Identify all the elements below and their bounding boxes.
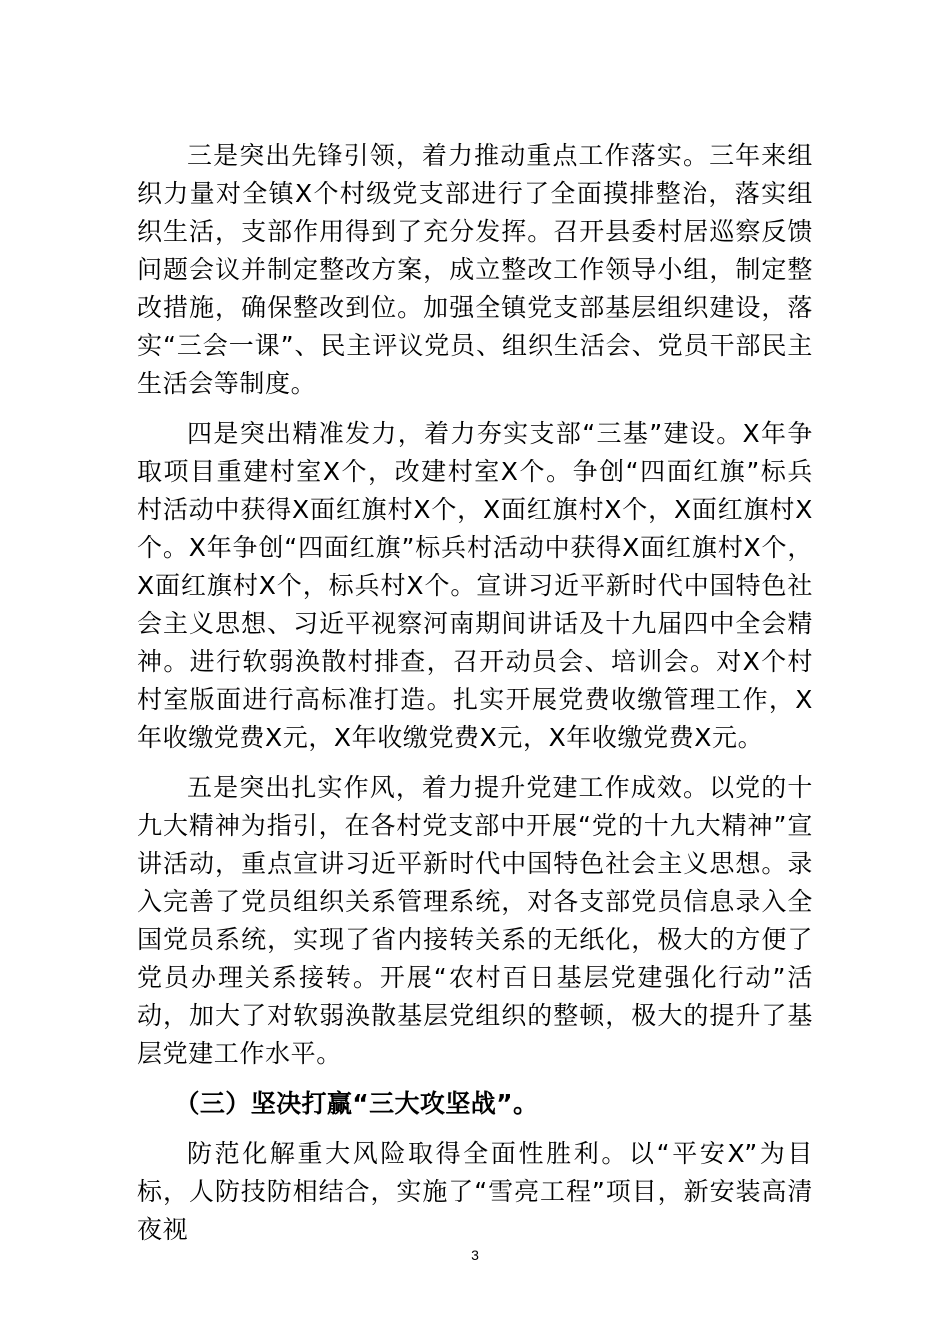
paragraph-2: 四是突出精准发力，着力夯实支部“三基”建设。X年争取项目重建村室X个，改建村室X个。争创“四面红旗”标兵村活动中获得X面红旗村X个，X面红旗村X个，X面红旗村X个。X年争创“四面红旗”标兵村活动中获得X面红旗村X个，X面红旗村X个，标兵村X个。宣讲习近平新时代中国特色社会主义思想、习近平视察河南期间讲话及十九届四中全会精神。进行软弱涣散村排查，召开动员会、培训会。对X个村村室版面进行高标准打造。扎实开展党费收缴管理工作，X年收缴党费X元，X年收缴党费X元，X年收缴党费X元。: [137, 419, 813, 752]
paragraph-4: 防范化解重大风险取得全面性胜利。以“平安X”为目标，人防技防相结合，实施了“雪亮工程”项目，新安装高清夜视: [137, 1139, 813, 1244]
page-number: 3: [471, 1247, 479, 1263]
document-page: [137, 137, 813, 1261]
section-heading: （三）坚决打赢“三大攻坚战”。: [174, 1089, 539, 1118]
paragraph-1: 三是突出先锋引领，着力推动重点工作落实。三年来组织力量对全镇X个村级党支部进行了全面摸排整治，落实组织生活，支部作用得到了充分发挥。召开县委村居巡察反馈问题会议并制定整改方案，成立整改工作领导小组，制定整改措施，确保整改到位。加强全镇党支部基层组织建设，落实“三会一课”、民主评议党员、组织生活会、党员干部民主生活会等制度。: [137, 141, 813, 398]
paragraph-3: 五是突出扎实作风，着力提升党建工作成效。以党的十九大精神为指引，在各村党支部中开展“党的十九大精神”宣讲活动，重点宣讲习近平新时代中国特色社会主义思想。录入完善了党员组织关系管理系统，对各支部党员信息录入全国党员系统，实现了省内接转关系的无纸化，极大的方便了党员办理关系接转。开展“农村百日基层党建强化行动”活动，加大了对软弱涣散基层党组织的整顿，极大的提升了基层党建工作水平。: [137, 773, 813, 1068]
